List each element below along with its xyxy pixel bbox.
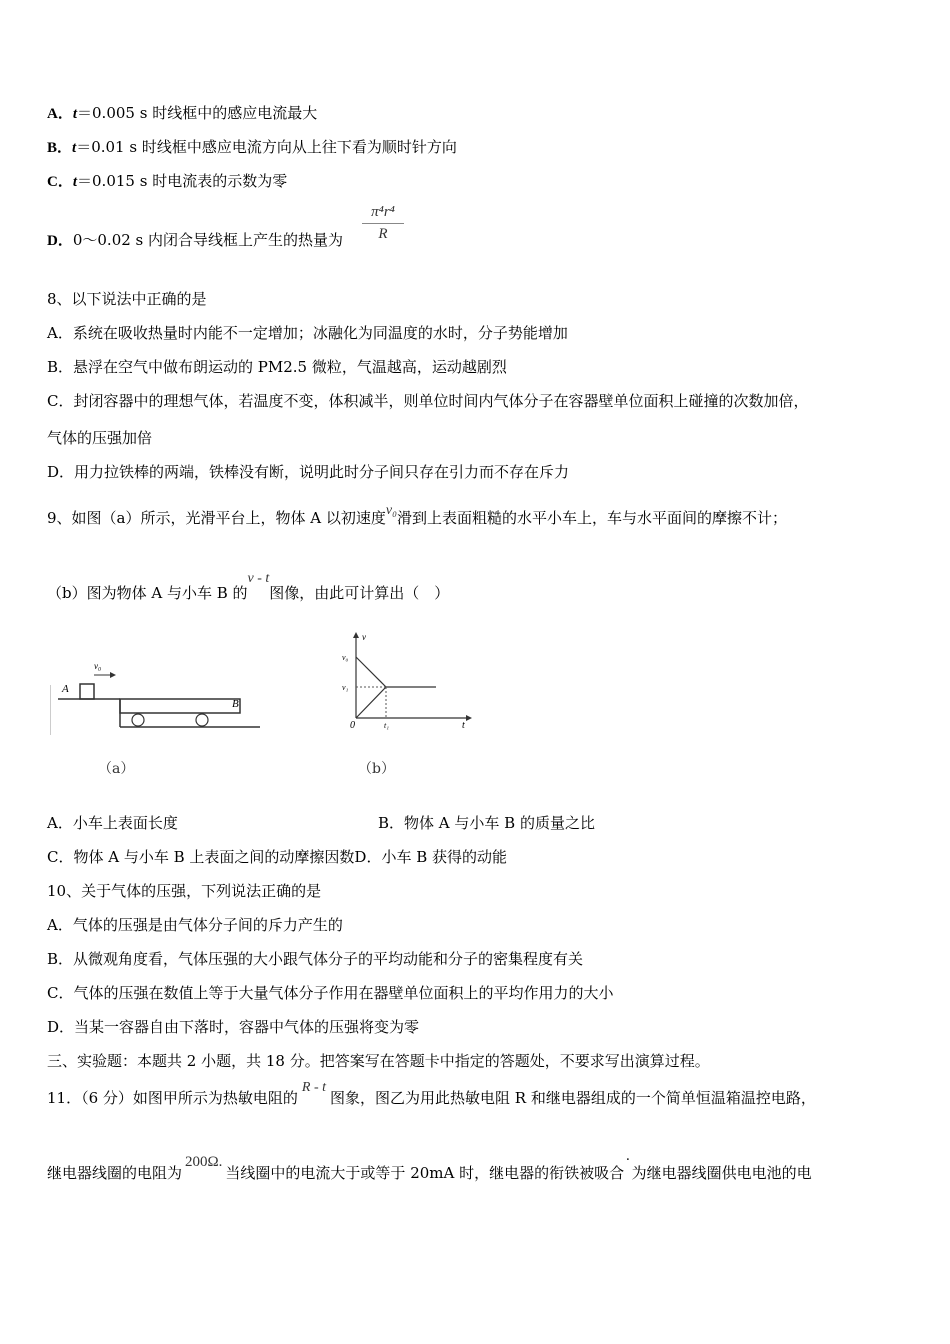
q9-stem-part2: 滑到上表面粗糙的水平小车上，车与水平面间的摩擦不计；	[396, 509, 787, 527]
fig-b-v1-label: v₁	[342, 683, 349, 692]
fraction-denominator: R	[378, 226, 388, 242]
section3-title: 三、实验题：本题共 2 小题，共 18 分。把答案写在答题卡中指定的答题处，不要求写出演算过程。	[47, 1052, 710, 1070]
q7-option-d-text: 0～0.02 s 内闭合导线框上产生的热量为	[72, 231, 344, 249]
q9-option-a: A．小车上表面长度	[47, 814, 178, 832]
q9-line2-part1: （b）图为物体 A 与小车 B 的	[47, 584, 248, 602]
fig-b-v0-label: v₀	[342, 653, 349, 662]
fig-b-t-label: t	[462, 720, 465, 731]
q11-line2-part2: 当线圈中的电流大于或等于 20mA 时，继电器的衔铁被吸合	[225, 1164, 625, 1182]
q7-heat-fraction	[362, 204, 404, 243]
q8-option-d: D．用力拉铁棒的两端，铁棒没有断，说明此时分子间只存在引力而不存在斥力	[47, 463, 570, 481]
q7-option-d	[47, 230, 343, 251]
q7-option-a-text: ＝0.005 s 时线框中的感应电流最大	[77, 104, 318, 122]
line-b-accelerating	[356, 687, 386, 718]
q11-line2-part1: 继电器线圈的电阻为	[47, 1164, 183, 1182]
q11-part2: 图象，图乙为用此热敏电阻 R 和继电器组成的一个简单恒温箱温控电路，	[330, 1089, 816, 1107]
q11-rt-symbol: R - t	[301, 1080, 327, 1095]
q10-option-b: B．从微观角度看，气体压强的大小跟气体分子的平均动能和分子的密集程度有关	[47, 950, 584, 968]
q7-option-b-label: B．	[47, 140, 73, 156]
q7-option-c-text: ＝0.015 s 时电流表的示数为零	[77, 172, 288, 190]
q9-figure-a	[50, 655, 265, 735]
q8-option-c-line2: 气体的压强加倍	[47, 429, 153, 447]
q9-options-cd	[47, 847, 507, 867]
q9-figure-b	[336, 630, 481, 735]
q9-stem	[47, 503, 787, 530]
q9-line2-part2: 图像，由此可计算出（ ）	[269, 584, 450, 602]
cart-b	[120, 699, 240, 713]
q11-line1	[47, 1080, 816, 1110]
q11-resistance: 200Ω.	[185, 1154, 223, 1170]
q7-option-c-var: t	[72, 174, 78, 190]
q9-option-c: C．物体 A 与小车 B 上表面之间的动摩擦因数	[47, 848, 355, 866]
fig-a-cart-label: B	[232, 698, 239, 710]
q9-v0-symbol: v₀	[385, 503, 397, 518]
fig-b-origin-label: 0	[350, 720, 355, 731]
line-a-decelerating	[356, 657, 386, 687]
q11-line2-part3: 为继电器线圈供电电池的电	[631, 1164, 812, 1182]
velocity-arrowhead	[110, 672, 116, 678]
fig-b-v-label: v	[362, 632, 366, 642]
q9-figure-b-caption: （b）	[358, 761, 395, 777]
cart-wheel-right	[196, 714, 208, 726]
q9-line2	[47, 571, 450, 605]
fig-a-v0-label: v₀	[94, 661, 102, 671]
fig-a-block-label: A	[62, 683, 69, 695]
q9-figure-a-caption: （a）	[98, 761, 135, 777]
t-axis-arrowhead	[466, 715, 472, 721]
q11-line2-mark: ˙	[624, 1156, 632, 1174]
q8-stem: 8、以下说法中正确的是	[47, 290, 207, 308]
q10-stem: 10、关于气体的压强，下列说法正确的是	[47, 882, 322, 900]
cart-wheel-left	[132, 714, 144, 726]
v-axis-arrowhead	[353, 632, 359, 638]
q8-option-a: A．系统在吸收热量时内能不一定增加；冰融化为同温度的水时，分子势能增加	[47, 324, 568, 342]
q7-option-b-text: ＝0.01 s 时线框中感应电流方向从上往下看为顺时针方向	[76, 138, 457, 156]
q8-option-b: B．悬浮在空气中做布朗运动的 PM2.5 微粒，气温越高，运动越剧烈	[47, 358, 507, 376]
q7-option-c	[47, 171, 287, 192]
fig-b-t1-label: t₁	[384, 721, 390, 730]
q9-stem-part1: 9、如图（a）所示，光滑平台上，物体 A 以初速度	[47, 509, 386, 527]
q9-option-d: D．小车 B 获得的动能	[354, 848, 508, 866]
fraction-numerator: π⁴r⁴	[362, 204, 404, 224]
q7-option-a	[47, 103, 317, 124]
q7-option-c-label: C．	[47, 174, 73, 190]
q7-option-a-var: t	[72, 106, 78, 122]
q7-option-a-label: A．	[47, 106, 73, 122]
q7-option-b	[47, 137, 457, 158]
q9-vt-symbol: v - t	[247, 571, 270, 586]
q7-option-b-var: t	[72, 140, 77, 156]
q8-option-c-line1: C．封闭容器中的理想气体，若温度不变，体积减半，则单位时间内气体分子在容器壁单位面积上碰撞的次数加倍，	[47, 392, 809, 410]
q9-option-b: B．物体 A 与小车 B 的质量之比	[378, 814, 595, 832]
q10-option-d: D．当某一容器自由下落时，容器中气体的压强将变为零	[47, 1018, 420, 1036]
q11-part1: 11．（6 分）如图甲所示为热敏电阻的	[47, 1089, 298, 1107]
q10-option-a: A．气体的压强是由气体分子间的斥力产生的	[47, 916, 343, 934]
q7-option-d-label: D．	[47, 233, 73, 249]
q10-option-c: C．气体的压强在数值上等于大量气体分子作用在器壁单位面积上的平均作用力的大小	[47, 984, 614, 1002]
block-a	[80, 684, 94, 699]
q11-line2	[47, 1154, 812, 1184]
